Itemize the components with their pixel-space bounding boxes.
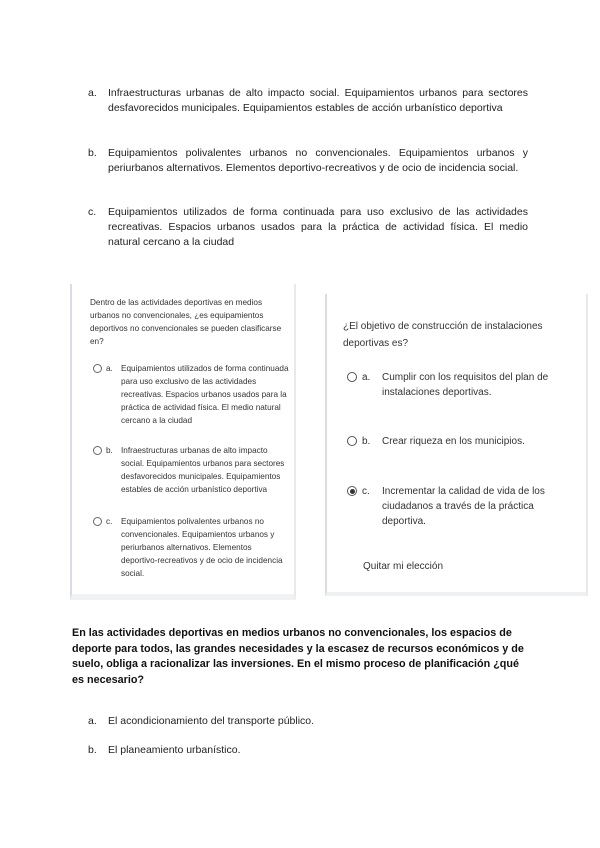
option-letter: b. [362,436,371,447]
quiz-option-c[interactable] [90,515,290,580]
option-letter: c. [106,517,113,526]
quiz-screenshot-right [325,294,588,596]
option-letter: a. [362,372,371,383]
quiz-screenshot-left [70,284,296,600]
option-a [88,714,314,729]
radio-button[interactable] [93,446,102,455]
option-letter: c. [362,486,370,497]
option-text: Equipamientos utilizados de forma continuada para uso exclusivo de las actividades recreativas. Espacios urbanos usados para la práctica de actividad física. El medio natural cercano a la ciudad [108,206,528,248]
option-text: El planeamiento urbanístico. [108,744,241,756]
option-text: El acondicionamiento del transporte público. [108,715,315,727]
option-letter: b. [106,446,113,455]
radio-button[interactable] [347,372,357,382]
clear-choice-link[interactable]: Quitar mi elección [363,561,444,572]
quiz-option-a[interactable] [90,362,290,427]
quiz-option-b[interactable] [90,444,290,496]
option-b [88,146,528,176]
option-letter: b. [88,744,97,756]
option-a [88,86,528,116]
option-c [88,205,528,250]
quiz-option-a[interactable] [347,370,572,400]
option-letter: c. [88,206,97,218]
option-text: Infraestructuras urbanas de alto impacto social. Equipamientos urbanos para sectores desfavorecidos municipales. Equipamientos estables de acción urbanístico deportiva [121,446,285,494]
main-question: En las actividades deportivas en medios urbanos no convencionales, los espacios de deporte para todos, las grandes necesidades y la escasez de recursos económicos y de suelo, obliga a racionalizar las inversiones. En el mismo proceso de planificación ¿qué es necesario? [72,627,524,686]
quiz-question: ¿El objetivo de construcción de instalaciones deportivas es? [343,321,543,349]
option-text: Equipamientos polivalentes urbanos no convencionales. Equipamientos urbanos y periurbanos alternativos. Elementos deportivo-recreativos y de ocio de incidencia social. [121,517,283,578]
quiz-option-c[interactable] [347,484,572,529]
option-letter: a. [106,364,113,373]
option-text: Incrementar la calidad de vida de los ciudadanos a través de la práctica deportiva. [382,486,545,527]
option-text: Crear riqueza en los municipios. [382,436,525,447]
option-letter: a. [88,715,97,727]
quiz-option-b[interactable] [347,434,572,449]
radio-button-selected[interactable] [347,486,357,496]
quiz-question: Dentro de las actividades deportivas en medios urbanos no convencionales, ¿es equipamientos deportivos no convencionales se pueden clasificarse en? [90,298,282,346]
option-letter: b. [88,147,97,159]
radio-button[interactable] [93,364,102,373]
option-text: Cumplir con los requisitos del plan de instalaciones deportivas. [382,372,549,398]
option-text: Equipamientos utilizados de forma continuada para uso exclusivo de las actividades recreativas. Espacios urbanos usados para la práctica de actividad física. El medio natural cercano a la ciudad [121,364,289,425]
option-text: Equipamientos polivalentes urbanos no convencionales. Equipamientos urbanos y periurbanos alternativos. Elementos deportivo-recreativos y de ocio de incidencia social. [108,147,528,174]
option-b [88,743,241,758]
radio-button[interactable] [347,436,357,446]
option-text: Infraestructuras urbanas de alto impacto social. Equipamientos urbanos para sectores desfavorecidos municipales. Equipamientos estables de acción urbanístico deportiva [108,87,528,114]
radio-button[interactable] [93,517,102,526]
option-letter: a. [88,87,97,99]
